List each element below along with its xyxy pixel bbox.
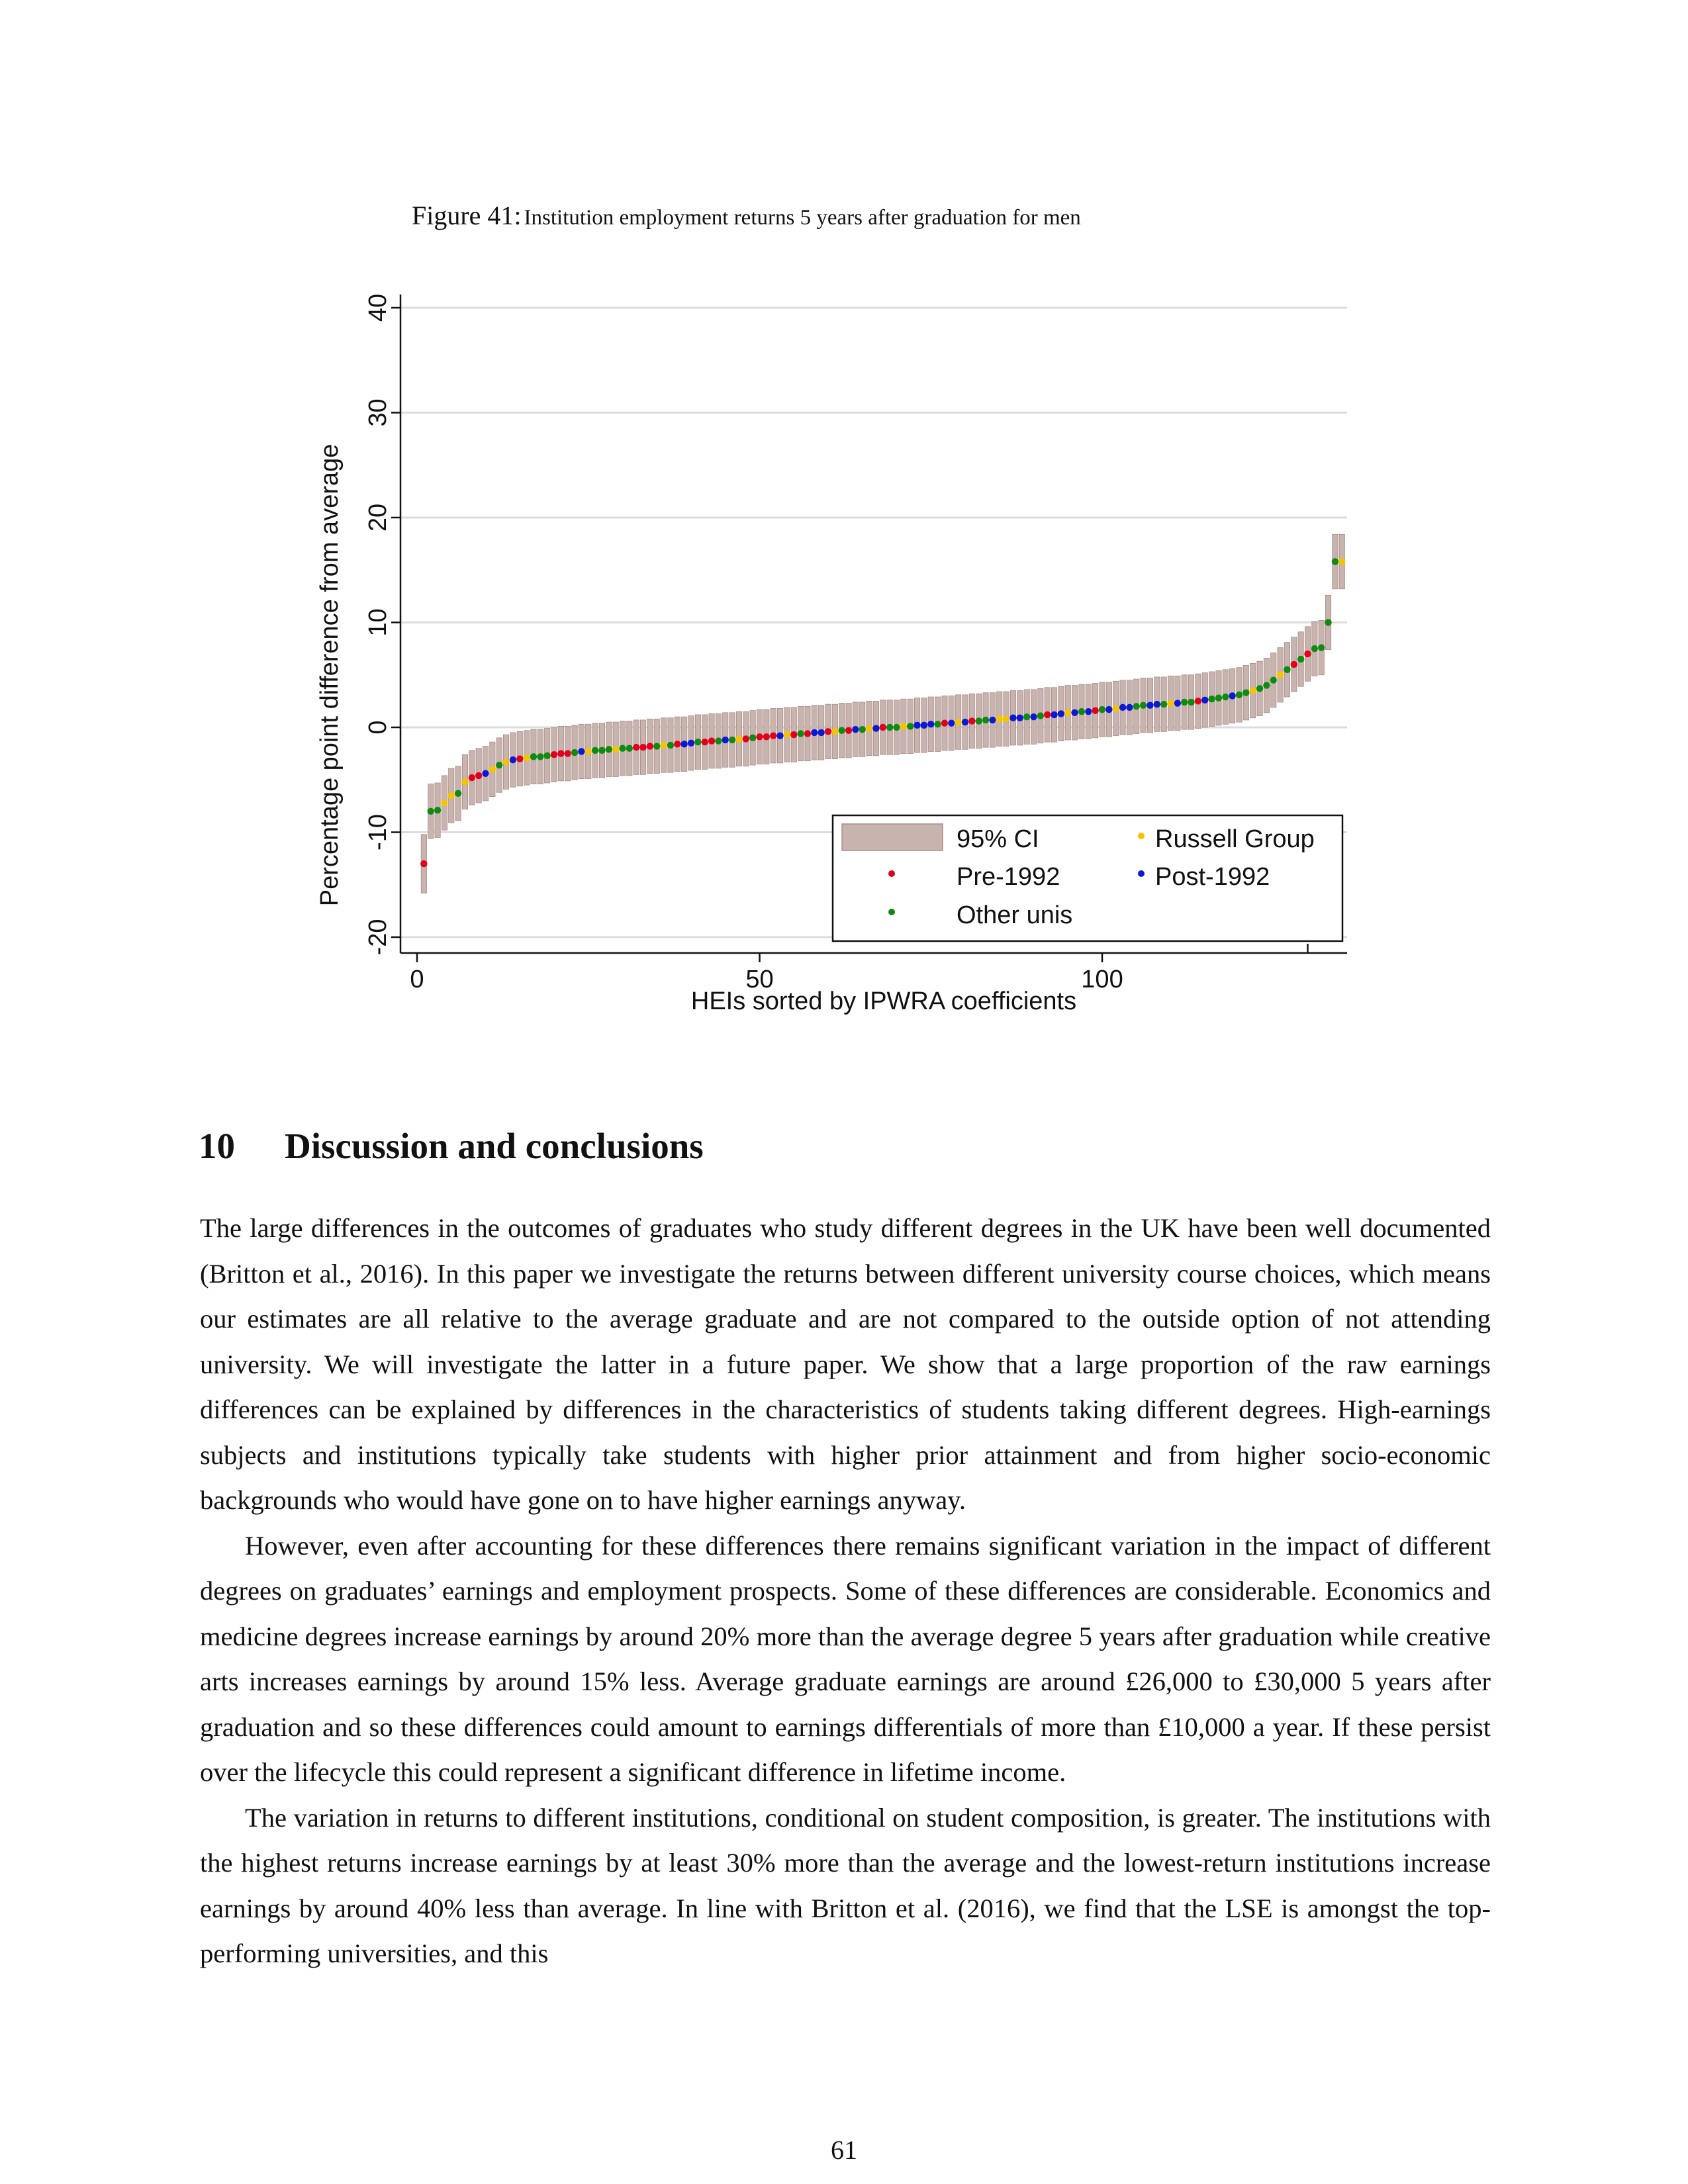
point-other bbox=[729, 737, 735, 743]
point-pre1992 bbox=[941, 719, 948, 726]
point-other bbox=[1133, 703, 1140, 709]
point-pre1992 bbox=[674, 741, 680, 747]
legend-russell-label: Russell Group bbox=[1155, 825, 1315, 853]
point-pre1992 bbox=[1195, 698, 1201, 704]
y-axis-label: Percentage point difference from average bbox=[316, 443, 344, 907]
point-pre1992 bbox=[551, 751, 557, 758]
point-post1992 bbox=[872, 725, 879, 731]
point-other bbox=[1263, 682, 1270, 688]
point-other bbox=[1243, 689, 1249, 696]
legend-other-marker bbox=[888, 909, 895, 915]
point-other bbox=[667, 742, 674, 749]
point-other bbox=[1332, 558, 1338, 565]
point-russell bbox=[831, 728, 838, 735]
paragraph: The large differences in the outcomes of graduates who study different degrees in the UK have been well documented (Britton et al., 2016). In this paper we investigate the returns between different university course choices, which means our estimates are all relative to the average graduate and are not compared to the outside option of not attending university. We will investigate the latter in a future paper. We show that a large proportion of the raw earnings differences can be explained by differences in the characteristics of students taking different degrees. High-earnings subjects and institutions typically take students with higher prior attainment and from higher socio-economic backgrounds who would have gone on to have higher earnings anyway. bbox=[200, 1213, 1491, 1515]
point-post1992 bbox=[914, 722, 920, 729]
point-pre1992 bbox=[708, 737, 715, 744]
point-russell bbox=[1277, 672, 1284, 678]
point-post1992 bbox=[1071, 709, 1078, 716]
point-post1992 bbox=[1174, 700, 1181, 706]
point-russell bbox=[502, 758, 509, 765]
section-title: Discussion and conclusions bbox=[285, 1126, 704, 1166]
legend-pre1992-label: Pre-1992 bbox=[957, 863, 1060, 891]
point-russell bbox=[1113, 705, 1119, 711]
point-other bbox=[1325, 619, 1331, 625]
point-pre1992 bbox=[1092, 707, 1098, 713]
point-russell bbox=[900, 723, 907, 729]
point-post1992 bbox=[776, 732, 783, 739]
point-other bbox=[455, 790, 461, 797]
point-post1992 bbox=[989, 717, 996, 723]
legend-ci-label: 95% CI bbox=[957, 825, 1039, 853]
point-other bbox=[1318, 644, 1325, 651]
point-pre1992 bbox=[845, 727, 852, 734]
point-other bbox=[976, 717, 982, 724]
point-pre1992 bbox=[743, 735, 749, 742]
point-post1992 bbox=[1119, 704, 1126, 711]
point-other bbox=[606, 746, 612, 752]
point-post1992 bbox=[1201, 697, 1208, 704]
point-post1992 bbox=[578, 748, 585, 754]
x-tick-label: 0 bbox=[410, 966, 424, 993]
point-russell bbox=[523, 754, 530, 761]
point-russell bbox=[1167, 700, 1174, 706]
point-post1992 bbox=[1085, 708, 1092, 715]
y-tick-label: 20 bbox=[364, 503, 392, 532]
point-post1992 bbox=[1147, 702, 1153, 709]
point-other bbox=[1297, 656, 1304, 662]
point-pre1992 bbox=[756, 733, 763, 740]
point-other bbox=[428, 808, 434, 815]
point-other bbox=[797, 730, 804, 737]
point-post1992 bbox=[1229, 692, 1235, 699]
point-other bbox=[1284, 666, 1290, 673]
point-post1992 bbox=[1030, 713, 1037, 720]
point-post1992 bbox=[1017, 715, 1023, 721]
point-other bbox=[1188, 699, 1194, 705]
figure-caption-text: Institution employment returns 5 years after graduation for men bbox=[524, 206, 1081, 230]
point-other bbox=[1222, 694, 1229, 700]
point-other bbox=[1236, 692, 1243, 698]
point-other bbox=[571, 749, 578, 756]
point-other bbox=[496, 762, 502, 768]
legend-other-label: Other unis bbox=[957, 901, 1073, 929]
point-pre1992 bbox=[804, 730, 811, 737]
point-russell bbox=[735, 735, 742, 742]
point-post1992 bbox=[1058, 710, 1064, 717]
point-pre1992 bbox=[557, 750, 564, 756]
point-post1992 bbox=[948, 719, 955, 726]
point-post1992 bbox=[680, 741, 687, 747]
point-other bbox=[1160, 701, 1167, 707]
point-other bbox=[653, 743, 660, 749]
point-other bbox=[1140, 702, 1147, 709]
point-other bbox=[715, 737, 722, 744]
point-pre1992 bbox=[880, 724, 886, 731]
point-other bbox=[1037, 712, 1044, 719]
section-number: 10 bbox=[199, 1126, 235, 1166]
point-russell bbox=[1003, 715, 1009, 722]
point-russell bbox=[996, 715, 1003, 722]
point-russell bbox=[1250, 687, 1256, 694]
point-russell bbox=[866, 725, 872, 731]
y-tick-label: -20 bbox=[364, 919, 392, 956]
point-pre1992 bbox=[770, 732, 776, 739]
point-pre1992 bbox=[1291, 661, 1297, 668]
legend-post1992-marker bbox=[1138, 870, 1145, 877]
legend-pre1992-marker bbox=[888, 870, 895, 877]
point-pre1992 bbox=[1304, 651, 1311, 657]
x-tick-label: 100 bbox=[1081, 966, 1123, 993]
figure-caption bbox=[412, 200, 1338, 231]
chart bbox=[311, 278, 1377, 1026]
section-heading bbox=[199, 1125, 1489, 1167]
point-russell bbox=[489, 766, 496, 772]
point-other bbox=[619, 745, 626, 752]
point-post1992 bbox=[962, 719, 968, 725]
point-other bbox=[592, 747, 598, 754]
point-pre1992 bbox=[469, 774, 475, 781]
x-tick-label: 50 bbox=[745, 966, 774, 993]
point-pre1992 bbox=[968, 717, 975, 724]
point-other bbox=[982, 717, 989, 723]
point-pre1992 bbox=[702, 739, 708, 745]
point-other bbox=[434, 807, 441, 813]
point-post1992 bbox=[1009, 715, 1016, 721]
y-tick-label: 10 bbox=[364, 608, 392, 637]
point-other bbox=[886, 724, 893, 731]
point-russell bbox=[585, 748, 592, 754]
point-other bbox=[749, 735, 756, 741]
point-other bbox=[598, 747, 605, 754]
point-russell bbox=[955, 719, 961, 725]
point-other bbox=[893, 724, 900, 731]
y-tick-label: -10 bbox=[364, 814, 392, 850]
point-russell bbox=[1064, 709, 1071, 716]
point-other bbox=[1256, 685, 1263, 692]
point-pre1992 bbox=[647, 743, 653, 749]
point-other bbox=[839, 727, 845, 734]
point-russell bbox=[660, 742, 667, 749]
y-tick-label: 40 bbox=[364, 293, 392, 322]
paragraph: However, even after accounting for these differences there remains significant variation in the impact of different degrees on graduates’ earnings and employment prospects. Some of these differences are considerable. Economics and medicine degrees increase earnings by around 20% more than the average degree 5 years after graduation while creative arts increases earnings by around 15% less. Average graduate earnings are around £26,000 to £30,000 5 years after graduation and so these differences could amount to earnings differentials of more than £10,000 a year. If these persist over the lifecycle this could represent a significant difference in lifetime income. bbox=[200, 1530, 1491, 1787]
point-other bbox=[934, 721, 941, 727]
point-post1992 bbox=[811, 729, 818, 736]
point-russell bbox=[441, 799, 447, 806]
legend-ci-swatch bbox=[842, 824, 943, 850]
point-post1992 bbox=[818, 729, 824, 736]
point-pre1992 bbox=[763, 733, 770, 740]
point-post1992 bbox=[1126, 704, 1133, 711]
point-pre1992 bbox=[633, 744, 639, 751]
point-other bbox=[907, 723, 914, 729]
paragraph: The variation in returns to different institutions, conditional on student composition, is greater. The institutions with the highest returns increase earnings by at least 30% more than the average and the lowest-return institutions increase earnings by around 40% less than average. In line with Britton et al. (2016), we find that the LSE is amongst the top-performing universities, and this bbox=[200, 1802, 1491, 1968]
point-post1992 bbox=[688, 740, 694, 747]
point-russell bbox=[461, 778, 468, 785]
point-pre1992 bbox=[1044, 711, 1051, 718]
point-pre1992 bbox=[790, 731, 797, 738]
point-other bbox=[859, 726, 866, 733]
point-russell bbox=[612, 746, 619, 752]
point-other bbox=[530, 753, 537, 760]
page-number: 61 bbox=[831, 2135, 857, 2165]
point-post1992 bbox=[852, 726, 859, 733]
legend-post1992-label: Post-1992 bbox=[1155, 863, 1270, 891]
point-post1992 bbox=[510, 756, 516, 763]
point-other bbox=[694, 739, 701, 745]
point-pre1992 bbox=[825, 728, 831, 735]
point-pre1992 bbox=[475, 772, 482, 779]
y-tick-label: 30 bbox=[364, 398, 392, 427]
point-pre1992 bbox=[565, 750, 571, 756]
point-other bbox=[1023, 713, 1030, 720]
point-post1992 bbox=[921, 722, 927, 729]
body-text bbox=[200, 1206, 1491, 1977]
y-tick-label: 0 bbox=[364, 720, 392, 735]
point-post1992 bbox=[1105, 706, 1112, 713]
point-pre1992 bbox=[639, 744, 646, 751]
point-other bbox=[626, 745, 633, 752]
point-post1992 bbox=[927, 721, 934, 727]
point-other bbox=[1099, 706, 1105, 713]
point-russell bbox=[448, 792, 455, 799]
point-other bbox=[1270, 676, 1277, 683]
point-russell bbox=[784, 731, 790, 738]
point-other bbox=[1208, 696, 1215, 702]
point-pre1992 bbox=[420, 860, 427, 867]
point-other bbox=[1078, 708, 1085, 715]
figure-label: Figure 41: bbox=[412, 201, 522, 230]
point-post1992 bbox=[722, 737, 729, 743]
point-other bbox=[537, 753, 543, 760]
legend-russell-marker bbox=[1138, 833, 1145, 839]
legend bbox=[833, 815, 1342, 941]
point-other bbox=[1181, 699, 1188, 705]
point-post1992 bbox=[482, 770, 489, 777]
point-other bbox=[1215, 694, 1222, 701]
point-other bbox=[543, 752, 550, 759]
x-axis-label: HEIs sorted by IPWRA coefficients bbox=[690, 987, 1077, 1015]
point-pre1992 bbox=[516, 755, 523, 762]
point-russell bbox=[1338, 558, 1345, 565]
point-post1992 bbox=[1051, 711, 1057, 718]
point-post1992 bbox=[1154, 701, 1160, 707]
point-other bbox=[1311, 645, 1318, 652]
